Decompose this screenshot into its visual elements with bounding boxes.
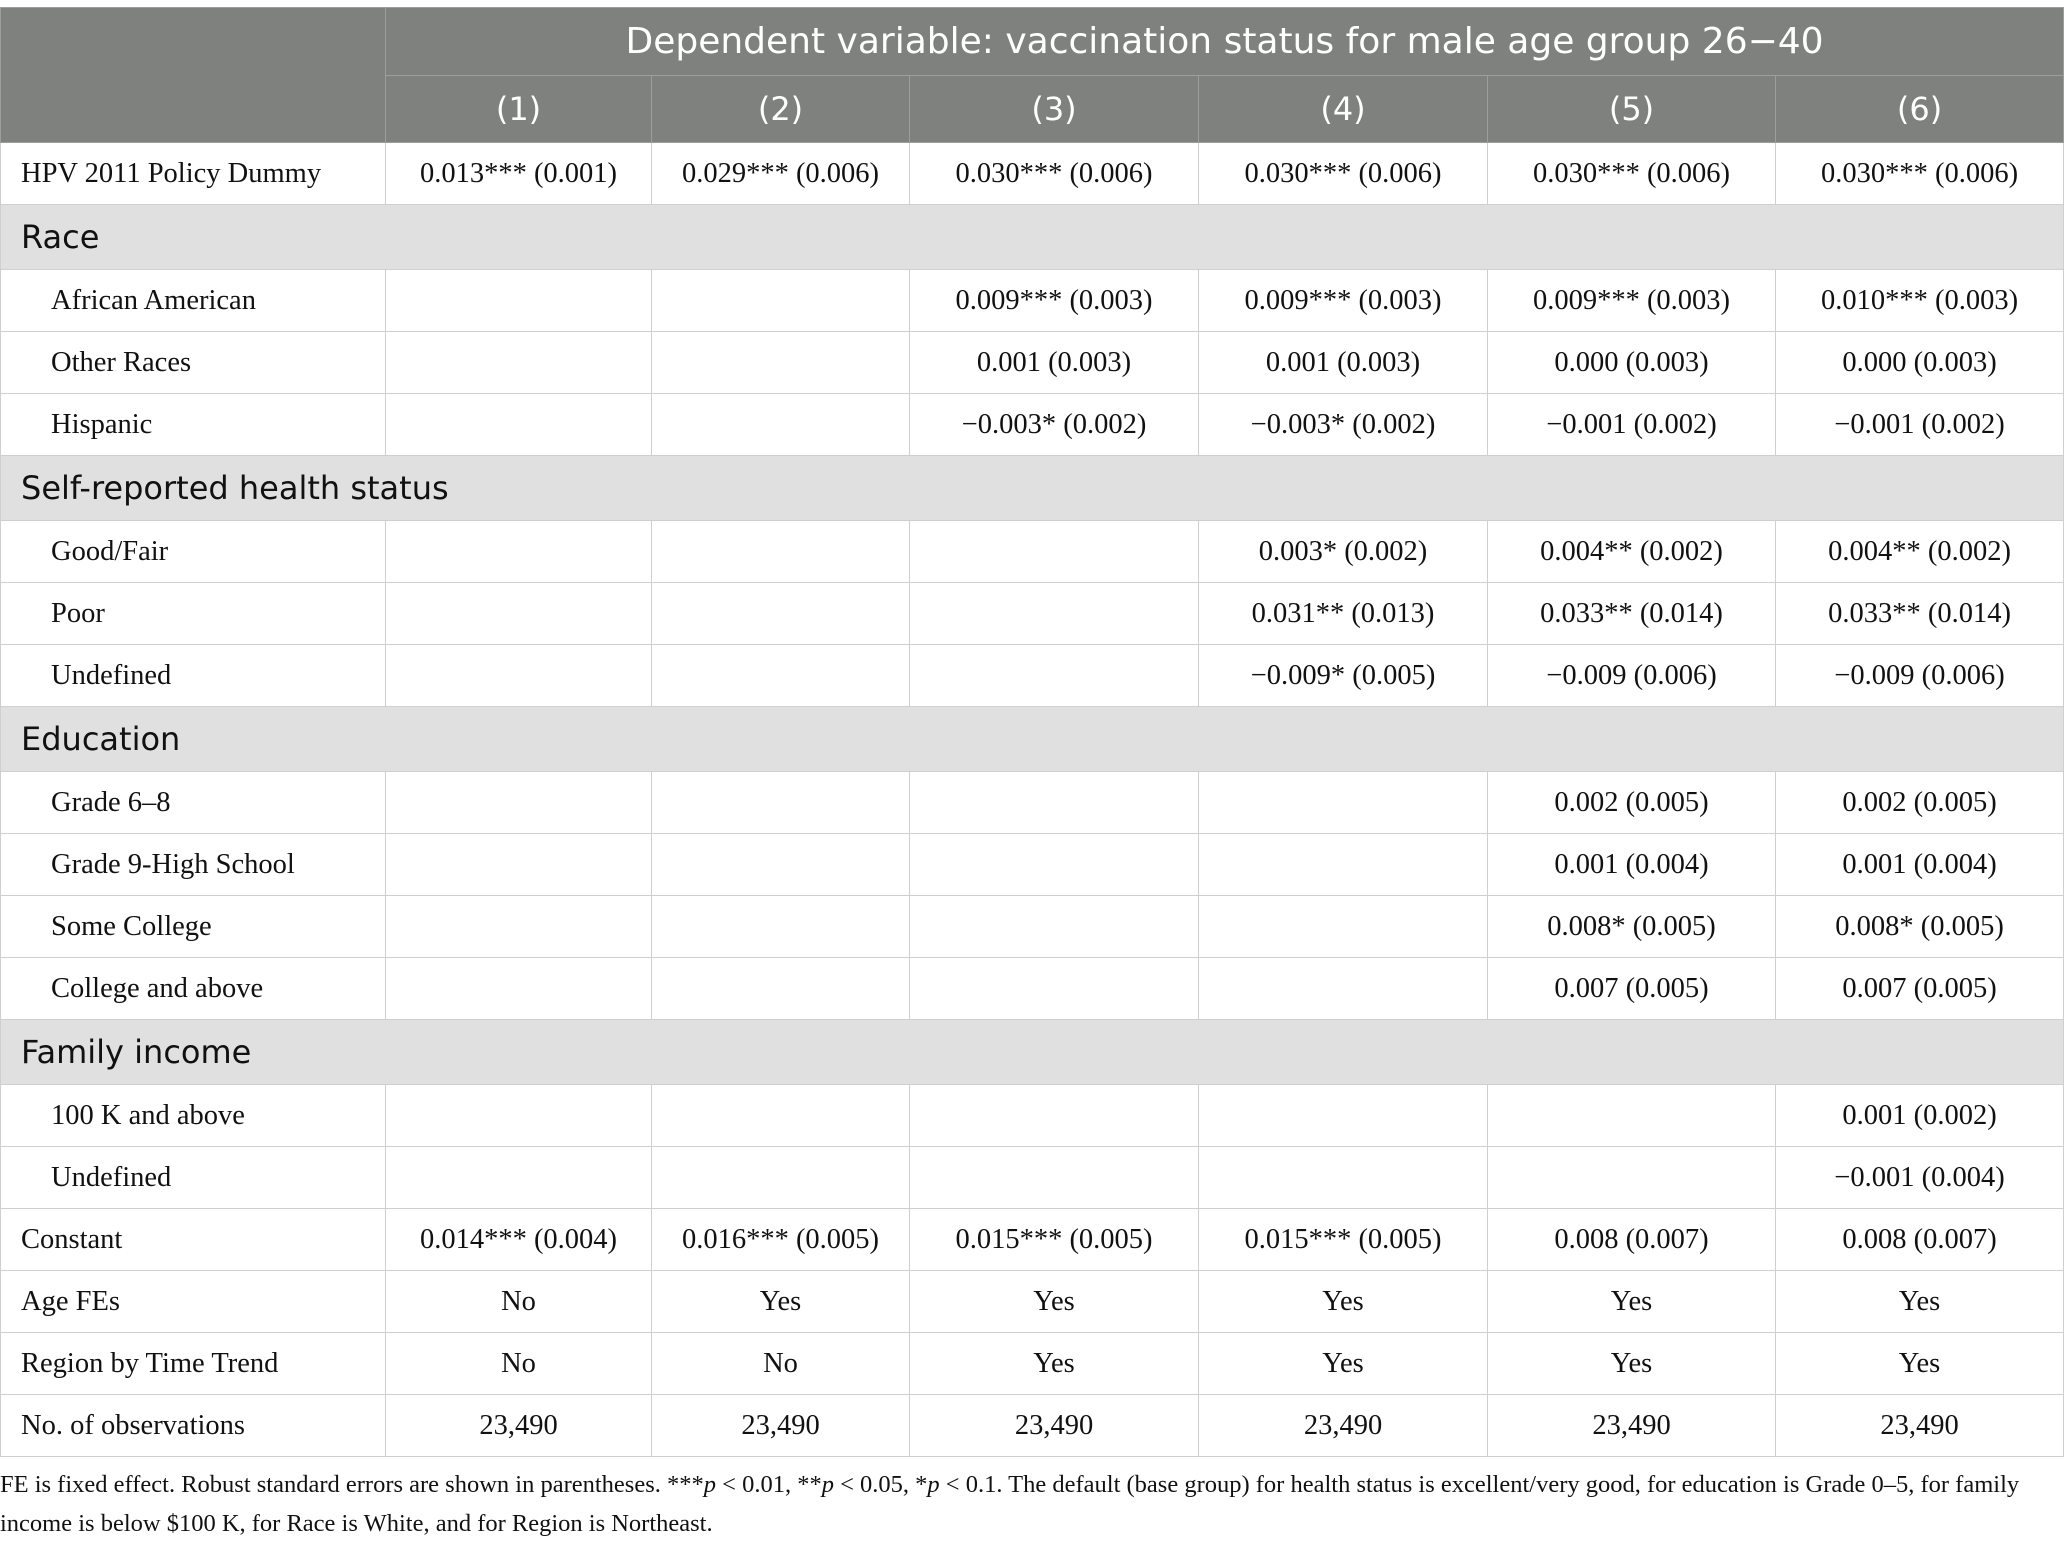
table-cell bbox=[1199, 772, 1488, 834]
row-label: Poor bbox=[1, 583, 386, 645]
table-cell: Yes bbox=[652, 1271, 910, 1333]
column-header: (5) bbox=[1488, 76, 1776, 143]
table-cell bbox=[386, 958, 652, 1020]
table-cell: 0.008* (0.005) bbox=[1488, 896, 1776, 958]
row-label: Constant bbox=[1, 1209, 386, 1271]
table-cell bbox=[652, 958, 910, 1020]
table-cell: 0.014*** (0.004) bbox=[386, 1209, 652, 1271]
row-label: HPV 2011 Policy Dummy bbox=[1, 143, 386, 205]
table-cell bbox=[910, 645, 1199, 707]
footnote-t1: < 0.01, ** bbox=[716, 1471, 822, 1498]
table-cell: Yes bbox=[910, 1271, 1199, 1333]
table-cell: 0.016*** (0.005) bbox=[652, 1209, 910, 1271]
table-cell: Yes bbox=[1776, 1333, 2064, 1395]
row-label: College and above bbox=[1, 958, 386, 1020]
table-cell: Yes bbox=[1199, 1271, 1488, 1333]
table-cell bbox=[910, 1147, 1199, 1209]
table-cell: −0.009 (0.006) bbox=[1776, 645, 2064, 707]
table-cell: 0.001 (0.002) bbox=[1776, 1085, 2064, 1147]
section-label: Education bbox=[1, 707, 2064, 772]
table-row bbox=[1, 583, 2064, 645]
table-cell bbox=[1199, 896, 1488, 958]
section-label: Self-reported health status bbox=[1, 456, 2064, 521]
results-table-container bbox=[0, 7, 2064, 1543]
table-cell: No bbox=[652, 1333, 910, 1395]
footnote-t2: < 0.05, * bbox=[833, 1471, 928, 1498]
table-cell: 0.033** (0.014) bbox=[1488, 583, 1776, 645]
table-cell: No bbox=[386, 1333, 652, 1395]
table-cell: −0.009* (0.005) bbox=[1199, 645, 1488, 707]
table-cell: 0.010*** (0.003) bbox=[1776, 270, 2064, 332]
table-cell bbox=[386, 1085, 652, 1147]
row-label: Grade 6–8 bbox=[1, 772, 386, 834]
table-cell: 23,490 bbox=[910, 1395, 1199, 1457]
table-cell: 0.008 (0.007) bbox=[1488, 1209, 1776, 1271]
table-cell bbox=[652, 394, 910, 456]
table-row bbox=[1, 143, 2064, 205]
table-cell: Yes bbox=[910, 1333, 1199, 1395]
table-cell: 0.029*** (0.006) bbox=[652, 143, 910, 205]
table-cell: 0.009*** (0.003) bbox=[910, 270, 1199, 332]
table-cell bbox=[386, 1147, 652, 1209]
table-cell: 0.013*** (0.001) bbox=[386, 143, 652, 205]
footnote-tail: < 0.1. The default (base group) for health status is excellent/very good, for education is Grade 0–5, for family income is below $100 K, for Race is White, and for Region is Northeast. bbox=[0, 1471, 2020, 1537]
table-row bbox=[1, 270, 2064, 332]
table-cell: 0.008* (0.005) bbox=[1776, 896, 2064, 958]
table-cell: 0.009*** (0.003) bbox=[1488, 270, 1776, 332]
table-cell: 0.001 (0.004) bbox=[1488, 834, 1776, 896]
table-row bbox=[1, 332, 2064, 394]
table-row bbox=[1, 772, 2064, 834]
section-row bbox=[1, 456, 2064, 521]
table-cell bbox=[652, 1085, 910, 1147]
table-cell: 0.001 (0.003) bbox=[1199, 332, 1488, 394]
table-cell: 0.030*** (0.006) bbox=[1776, 143, 2064, 205]
table-cell bbox=[652, 896, 910, 958]
table-cell: 0.030*** (0.006) bbox=[1488, 143, 1776, 205]
table-cell bbox=[652, 645, 910, 707]
table-cell bbox=[1199, 1085, 1488, 1147]
table-cell bbox=[910, 896, 1199, 958]
table-cell bbox=[386, 896, 652, 958]
table-row bbox=[1, 1085, 2064, 1147]
table-cell: Yes bbox=[1488, 1271, 1776, 1333]
section-row bbox=[1, 1020, 2064, 1085]
table-cell: 0.007 (0.005) bbox=[1776, 958, 2064, 1020]
row-label: Other Races bbox=[1, 332, 386, 394]
column-header: (1) bbox=[386, 76, 652, 143]
column-header: (6) bbox=[1776, 76, 2064, 143]
table-cell: 0.033** (0.014) bbox=[1776, 583, 2064, 645]
table-cell: −0.001 (0.004) bbox=[1776, 1147, 2064, 1209]
table-cell bbox=[386, 583, 652, 645]
table-cell bbox=[652, 1147, 910, 1209]
table-cell: 0.007 (0.005) bbox=[1488, 958, 1776, 1020]
table-cell: 23,490 bbox=[1199, 1395, 1488, 1457]
table-cell: 0.015*** (0.005) bbox=[910, 1209, 1199, 1271]
table-row bbox=[1, 1333, 2064, 1395]
table-cell bbox=[386, 834, 652, 896]
table-cell: 0.009*** (0.003) bbox=[1199, 270, 1488, 332]
table-cell: 0.002 (0.005) bbox=[1776, 772, 2064, 834]
section-label: Race bbox=[1, 205, 2064, 270]
table-cell bbox=[386, 332, 652, 394]
row-label: Age FEs bbox=[1, 1271, 386, 1333]
table-cell bbox=[1199, 958, 1488, 1020]
table-cell bbox=[386, 394, 652, 456]
table-cell bbox=[910, 583, 1199, 645]
table-cell: 0.008 (0.007) bbox=[1776, 1209, 2064, 1271]
row-label: Good/Fair bbox=[1, 521, 386, 583]
row-label: Undefined bbox=[1, 645, 386, 707]
table-cell bbox=[652, 583, 910, 645]
table-cell bbox=[386, 645, 652, 707]
table-cell bbox=[910, 958, 1199, 1020]
footnote-p2: p bbox=[821, 1471, 834, 1498]
section-row bbox=[1, 205, 2064, 270]
table-cell bbox=[1199, 1147, 1488, 1209]
table-cell: 0.030*** (0.006) bbox=[910, 143, 1199, 205]
table-cell bbox=[652, 332, 910, 394]
table-cell: −0.003* (0.002) bbox=[910, 394, 1199, 456]
table-cell: −0.001 (0.002) bbox=[1488, 394, 1776, 456]
table-cell: −0.009 (0.006) bbox=[1488, 645, 1776, 707]
table-cell: Yes bbox=[1199, 1333, 1488, 1395]
table-cell bbox=[652, 772, 910, 834]
table-row bbox=[1, 896, 2064, 958]
table-cell: 0.001 (0.003) bbox=[910, 332, 1199, 394]
table-cell bbox=[910, 1085, 1199, 1147]
table-row bbox=[1, 521, 2064, 583]
table-row bbox=[1, 394, 2064, 456]
row-label: Some College bbox=[1, 896, 386, 958]
section-row bbox=[1, 707, 2064, 772]
table-cell bbox=[910, 521, 1199, 583]
table-cell: 0.003* (0.002) bbox=[1199, 521, 1488, 583]
table-cell: 0.004** (0.002) bbox=[1488, 521, 1776, 583]
row-label: 100 K and above bbox=[1, 1085, 386, 1147]
table-cell bbox=[652, 521, 910, 583]
table-row bbox=[1, 1395, 2064, 1457]
row-label: Undefined bbox=[1, 1147, 386, 1209]
footnote-lead: FE is fixed effect. Robust standard errors are shown in parentheses. *** bbox=[0, 1471, 704, 1498]
table-cell: −0.001 (0.002) bbox=[1776, 394, 2064, 456]
table-cell: 0.001 (0.004) bbox=[1776, 834, 2064, 896]
row-label: No. of observations bbox=[1, 1395, 386, 1457]
table-cell bbox=[386, 772, 652, 834]
table-cell: 23,490 bbox=[386, 1395, 652, 1457]
table-row bbox=[1, 834, 2064, 896]
table-cell: No bbox=[386, 1271, 652, 1333]
row-label: African American bbox=[1, 270, 386, 332]
table-cell: 0.031** (0.013) bbox=[1199, 583, 1488, 645]
table-cell: 23,490 bbox=[1488, 1395, 1776, 1457]
row-label: Grade 9-High School bbox=[1, 834, 386, 896]
table-cell: −0.003* (0.002) bbox=[1199, 394, 1488, 456]
table-cell bbox=[1488, 1085, 1776, 1147]
table-cell: Yes bbox=[1488, 1333, 1776, 1395]
footnote-p3: p bbox=[927, 1471, 940, 1498]
table-cell: 0.015*** (0.005) bbox=[1199, 1209, 1488, 1271]
table-cell: 23,490 bbox=[1776, 1395, 2064, 1457]
table-cell: 0.004** (0.002) bbox=[1776, 521, 2064, 583]
footnote-p1: p bbox=[703, 1471, 716, 1498]
table-row bbox=[1, 1147, 2064, 1209]
table-cell: 23,490 bbox=[652, 1395, 910, 1457]
table-cell bbox=[1199, 834, 1488, 896]
table-footnote bbox=[0, 1465, 2060, 1543]
table-cell: 0.002 (0.005) bbox=[1488, 772, 1776, 834]
table-cell: Yes bbox=[1776, 1271, 2064, 1333]
table-cell bbox=[910, 772, 1199, 834]
column-header: (2) bbox=[652, 76, 910, 143]
regression-table bbox=[0, 7, 2064, 1457]
table-row bbox=[1, 645, 2064, 707]
column-header: (3) bbox=[910, 76, 1199, 143]
table-title: Dependent variable: vaccination status for male age group 26−40 bbox=[386, 8, 2064, 76]
table-cell: 0.000 (0.003) bbox=[1488, 332, 1776, 394]
table-cell bbox=[1488, 1147, 1776, 1209]
table-row bbox=[1, 958, 2064, 1020]
table-row bbox=[1, 1209, 2064, 1271]
table-cell bbox=[652, 270, 910, 332]
table-cell: 0.000 (0.003) bbox=[1776, 332, 2064, 394]
header-corner bbox=[1, 8, 386, 143]
row-label: Region by Time Trend bbox=[1, 1333, 386, 1395]
table-cell bbox=[652, 834, 910, 896]
row-label: Hispanic bbox=[1, 394, 386, 456]
section-label: Family income bbox=[1, 1020, 2064, 1085]
table-cell: 0.030*** (0.006) bbox=[1199, 143, 1488, 205]
table-cell bbox=[386, 521, 652, 583]
column-header: (4) bbox=[1199, 76, 1488, 143]
table-cell bbox=[386, 270, 652, 332]
table-row bbox=[1, 1271, 2064, 1333]
table-cell bbox=[910, 834, 1199, 896]
